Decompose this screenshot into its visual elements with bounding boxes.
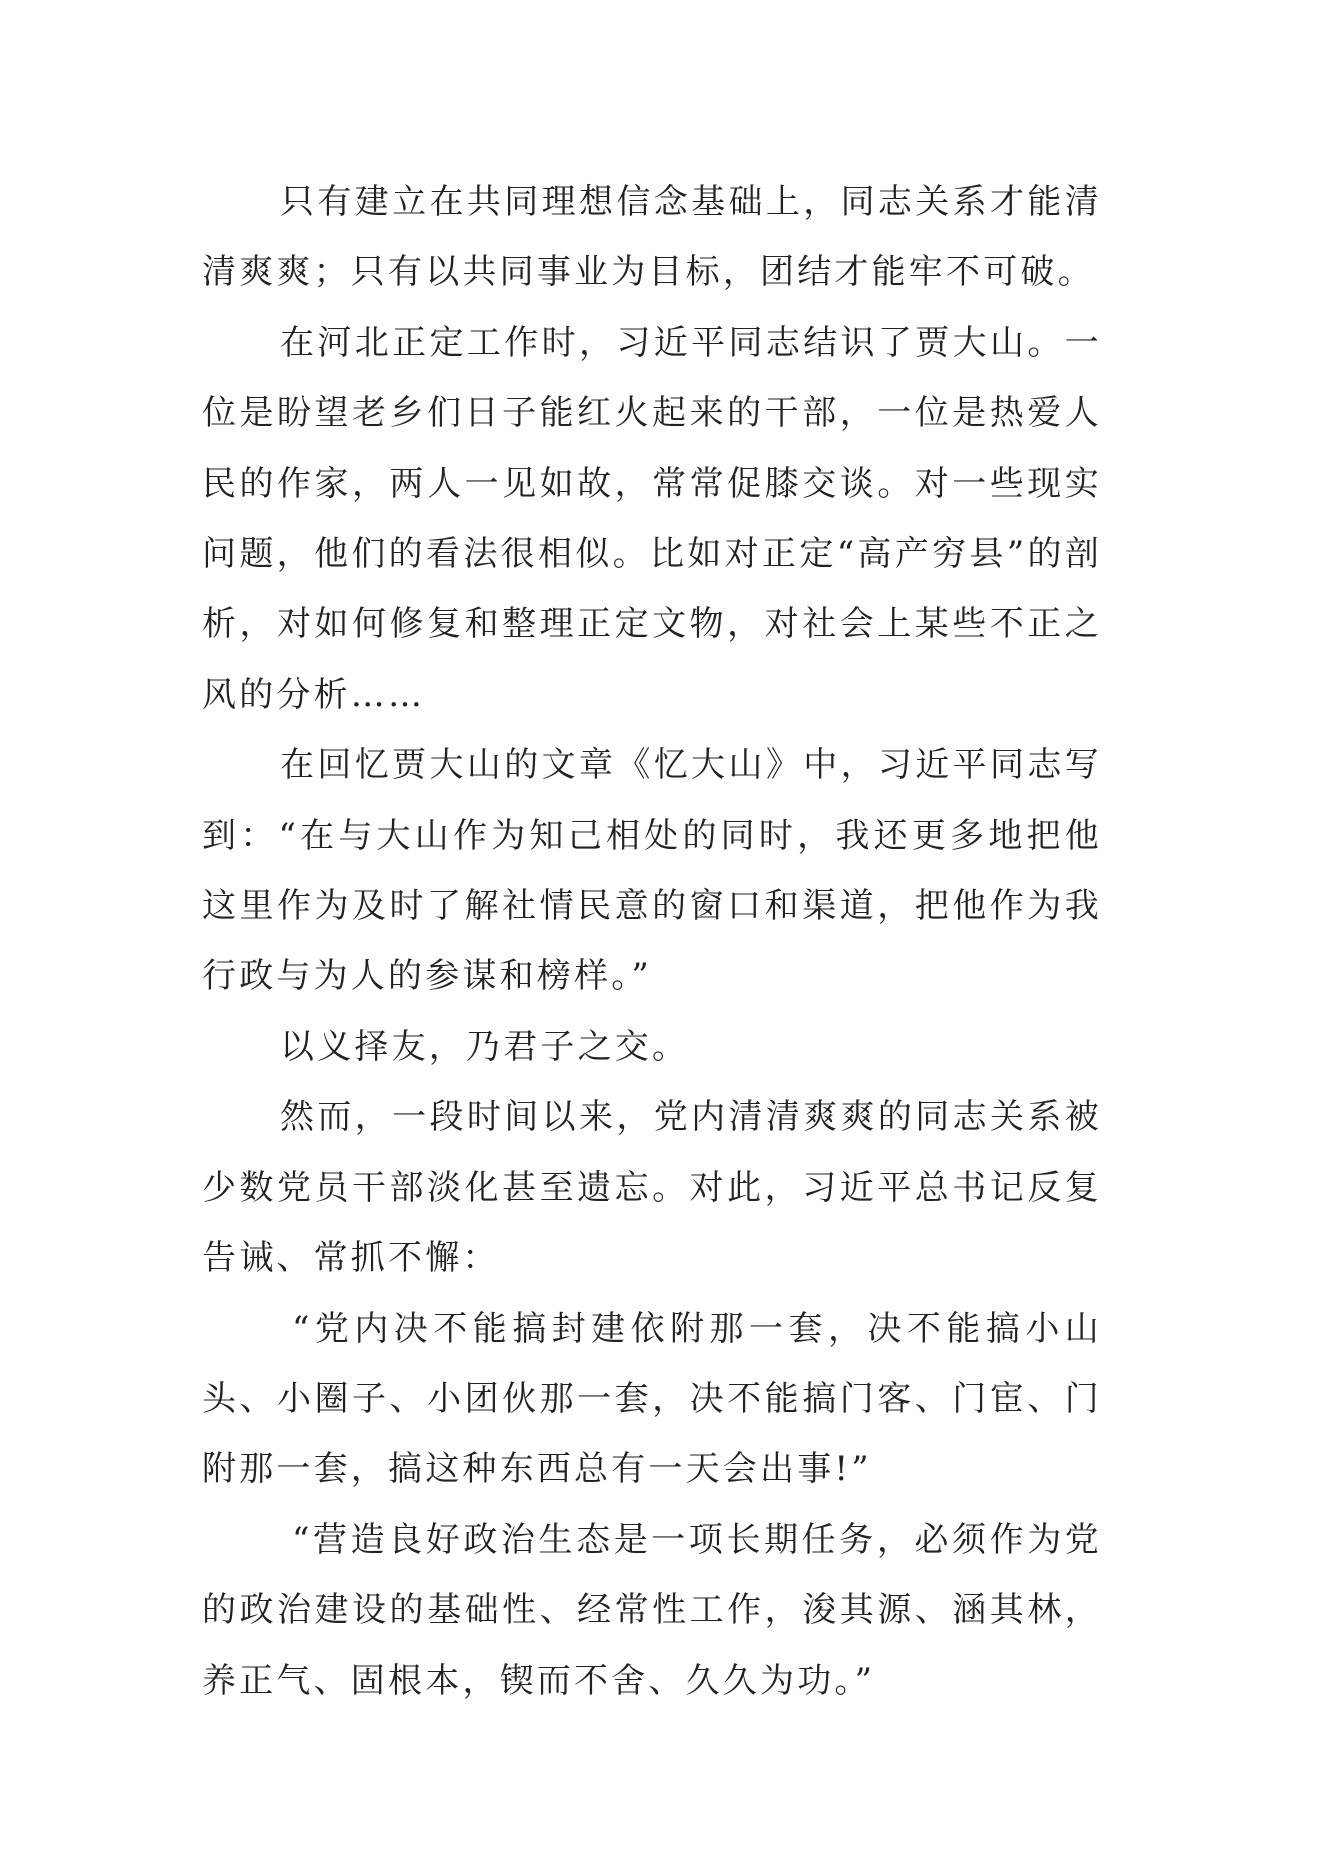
paragraph-1: 只有建立在共同理想信念基础上，同志关系才能清清爽爽；只有以共同事业为目标，团结才能牢不可破。 xyxy=(202,182,1102,293)
paragraph-5: 然而，一段时间以来，党内清清爽爽的同志关系被少数党员干部淡化甚至遗忘。对此，习近平总书记反复告诫、常抓不懈： xyxy=(202,1097,1102,1279)
paragraph-4: 以义择友，乃君子之交。 xyxy=(280,1026,690,1067)
paragraph-2: 在河北正定工作时，习近平同志结识了贾大山。一位是盼望老乡们日子能红火起来的干部，一位是热爱人民的作家，两人一见如故，常常促膝交谈。对一些现实问题，他们的看法很相似。比如对正定“高产穷县”的剖析，对如何修复和整理正定文物，对社会上某些不正之风的分析…… xyxy=(202,322,1102,715)
paragraph-3: 在回忆贾大山的文章《忆大山》中，习近平同志写到：“在与大山作为知己相处的同时，我还更多地把他这里作为及时了解社情民意的窗口和渠道，把他作为我行政与为人的参谋和榜样。” xyxy=(202,745,1102,997)
quote-paragraph-1: “党内决不能搞封建依附那一套，决不能搞小山头、小圈子、小团伙那一套，决不能搞门客、门宦、门附那一套，搞这种东西总有一天会出事!” xyxy=(202,1308,1102,1490)
article-body xyxy=(202,167,1102,1716)
quote-paragraph-2: “营造良好政治生态是一项长期任务，必须作为党的政治建设的基础性、经常性工作，浚其源、涵其林，养正气、固根本，锲而不舍、久久为功。” xyxy=(202,1519,1102,1701)
